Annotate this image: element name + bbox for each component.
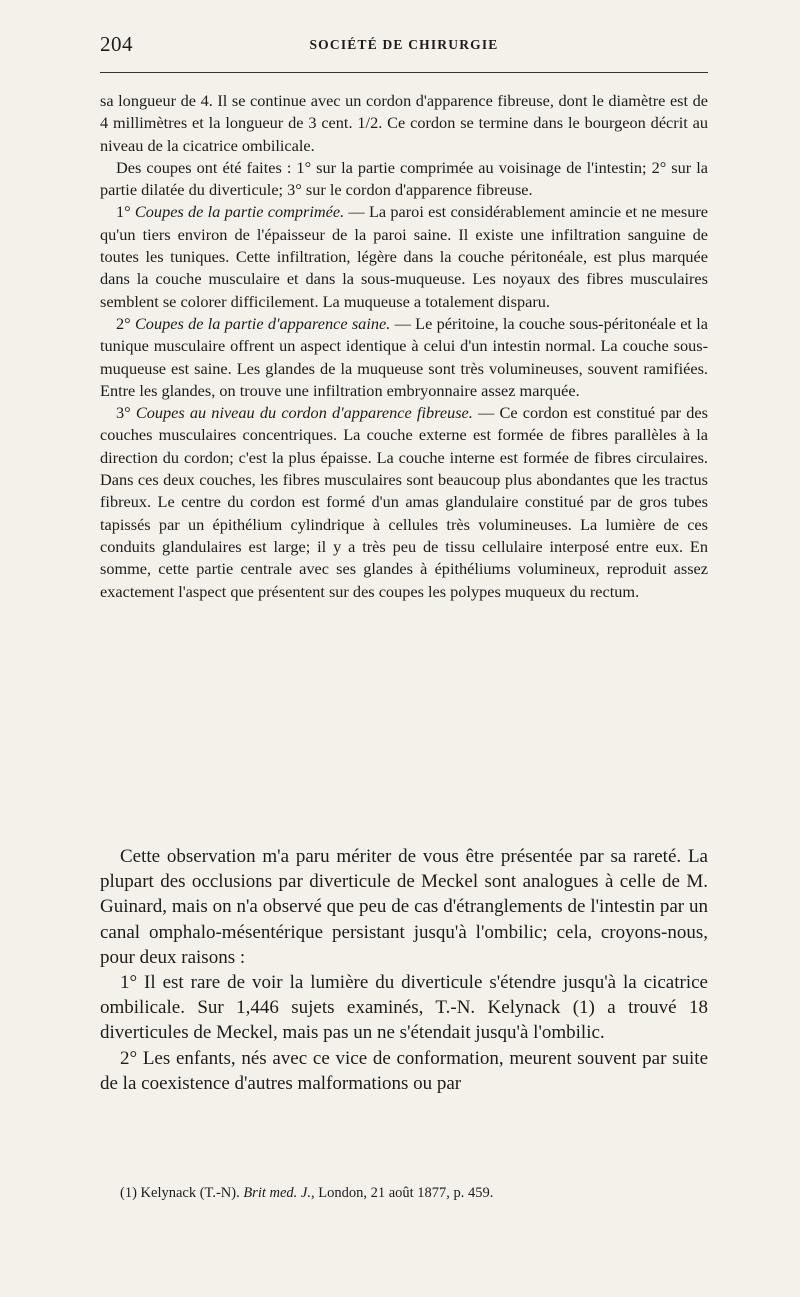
section-body: — Ce cordon est constitué par des couches musculaires concentriques. La couche externe est formée de fibres parallèles à la direction du cordon; c'est la plus épaisse. La couche interne est formée de fibres circulaires. Dans ces deux couches, les fibres musculaires sont beaucoup plus abondantes que les tractus fibreux. Le centre du cordon est formé d'un amas glandulaire constitué par de gros tubes tapissés par un épithélium cylindrique à cellules très volumineuses. La lumière de ces conduits glandulaires est large; il y a très peu de tissu cellulaire interposé entre eux. En somme, cette partie centrale avec ses glandes à épithéliums volumineux, reproduit assez exactement l'aspect que présentent sur des coupes les polypes muqueux du rectum.	[100, 403, 708, 601]
paragraph-observation: Cette observation m'a paru mériter de vous être présentée par sa rareté. La plupart des occlusions par diverticule de Meckel sont analogues à celle de M. Guinard, mais on n'a observé que peu de cas d'étranglements de l'intestin par un canal omphalo-mésentérique persistant jusqu'à l'ombilic; cela, croyons-nous, pour deux raisons :	[100, 846, 708, 968]
footnote-author: (1) Kelynack (T.-N).	[120, 1185, 244, 1201]
section-number: 3°	[116, 403, 136, 423]
page-header	[100, 32, 708, 60]
paragraph-continuation: sa longueur de 4. Il se continue avec un cordon d'apparence fibreuse, dont le diamètre est de 4 millimètres et la longueur de 3 cent. 1/2. Ce cordon se termine dans le bourgeon décrit au niveau de la cicatrice ombilicale.	[100, 91, 708, 155]
paragraph-healthy-part	[100, 313, 708, 402]
main-text-section	[100, 844, 708, 1096]
footnote	[120, 1183, 710, 1203]
paragraph-reason-two: 2° Les enfants, nés avec ce vice de conformation, meurent souvent par suite de la coexistence d'autres malformations ou par	[100, 1047, 708, 1094]
section-heading: Coupes au niveau du cordon d'apparence fibreuse.	[135, 403, 473, 423]
section-number: 2°	[116, 313, 135, 333]
section-body: — Le péritoine, la couche sous-péritonéale et la tunique musculaire offrent un aspect identique à celui d'un intestin normal. La couche sous-muqueuse est saine. Les glandes de la muqueuse sont très volumineuses, souvent ramifiées. Entre les glandes, on trouve une infiltration embryonnaire assez marquée.	[100, 313, 708, 400]
paragraph-sections-list: Des coupes ont été faites : 1° sur la partie comprimée au voisinage de l'intestin; 2° sur la partie dilatée du diverticule; 3° sur le cordon d'apparence fibreuse.	[100, 157, 708, 200]
footnote-details: , London, 21 août 1877, p. 459.	[310, 1185, 494, 1201]
footnote-journal: Brit med. J.	[243, 1185, 311, 1201]
paragraph-compressed-part	[100, 201, 708, 312]
small-print-section	[100, 90, 708, 603]
page-number: 204	[100, 32, 133, 56]
section-heading: Coupes de la partie d'apparence saine.	[134, 313, 391, 333]
section-body: — La paroi est considérablement amincie et ne mesure qu'un tiers environ de l'épaisseur de la paroi saine. Il existe une infiltration sanguine de toutes les tuniques. Cette infiltration, légère dans la couche péritonéale, est plus marquée dans la couche musculaire et dans la sous-muqueuse. Les noyaux des fibres musculaires semblent se colorer difficilement. La muqueuse a totalement disparu.	[100, 202, 708, 311]
section-heading: Coupes de la partie comprimée.	[134, 202, 345, 222]
paragraph-reason-one: 1° Il est rare de voir la lumière du diverticule s'étendre jusqu'à la cicatrice ombilicale. Sur 1,446 sujets examinés, T.-N. Kelynack (1) a trouvé 18 diverticules de Meckel, mais pas un ne s'étendait jusqu'à l'ombilic.	[100, 972, 708, 1044]
running-title: SOCIÉTÉ DE CHIRURGIE	[309, 37, 499, 52]
header-rule	[100, 72, 708, 73]
paragraph-fibrous-cord	[100, 402, 708, 603]
section-number: 1°	[116, 202, 135, 222]
